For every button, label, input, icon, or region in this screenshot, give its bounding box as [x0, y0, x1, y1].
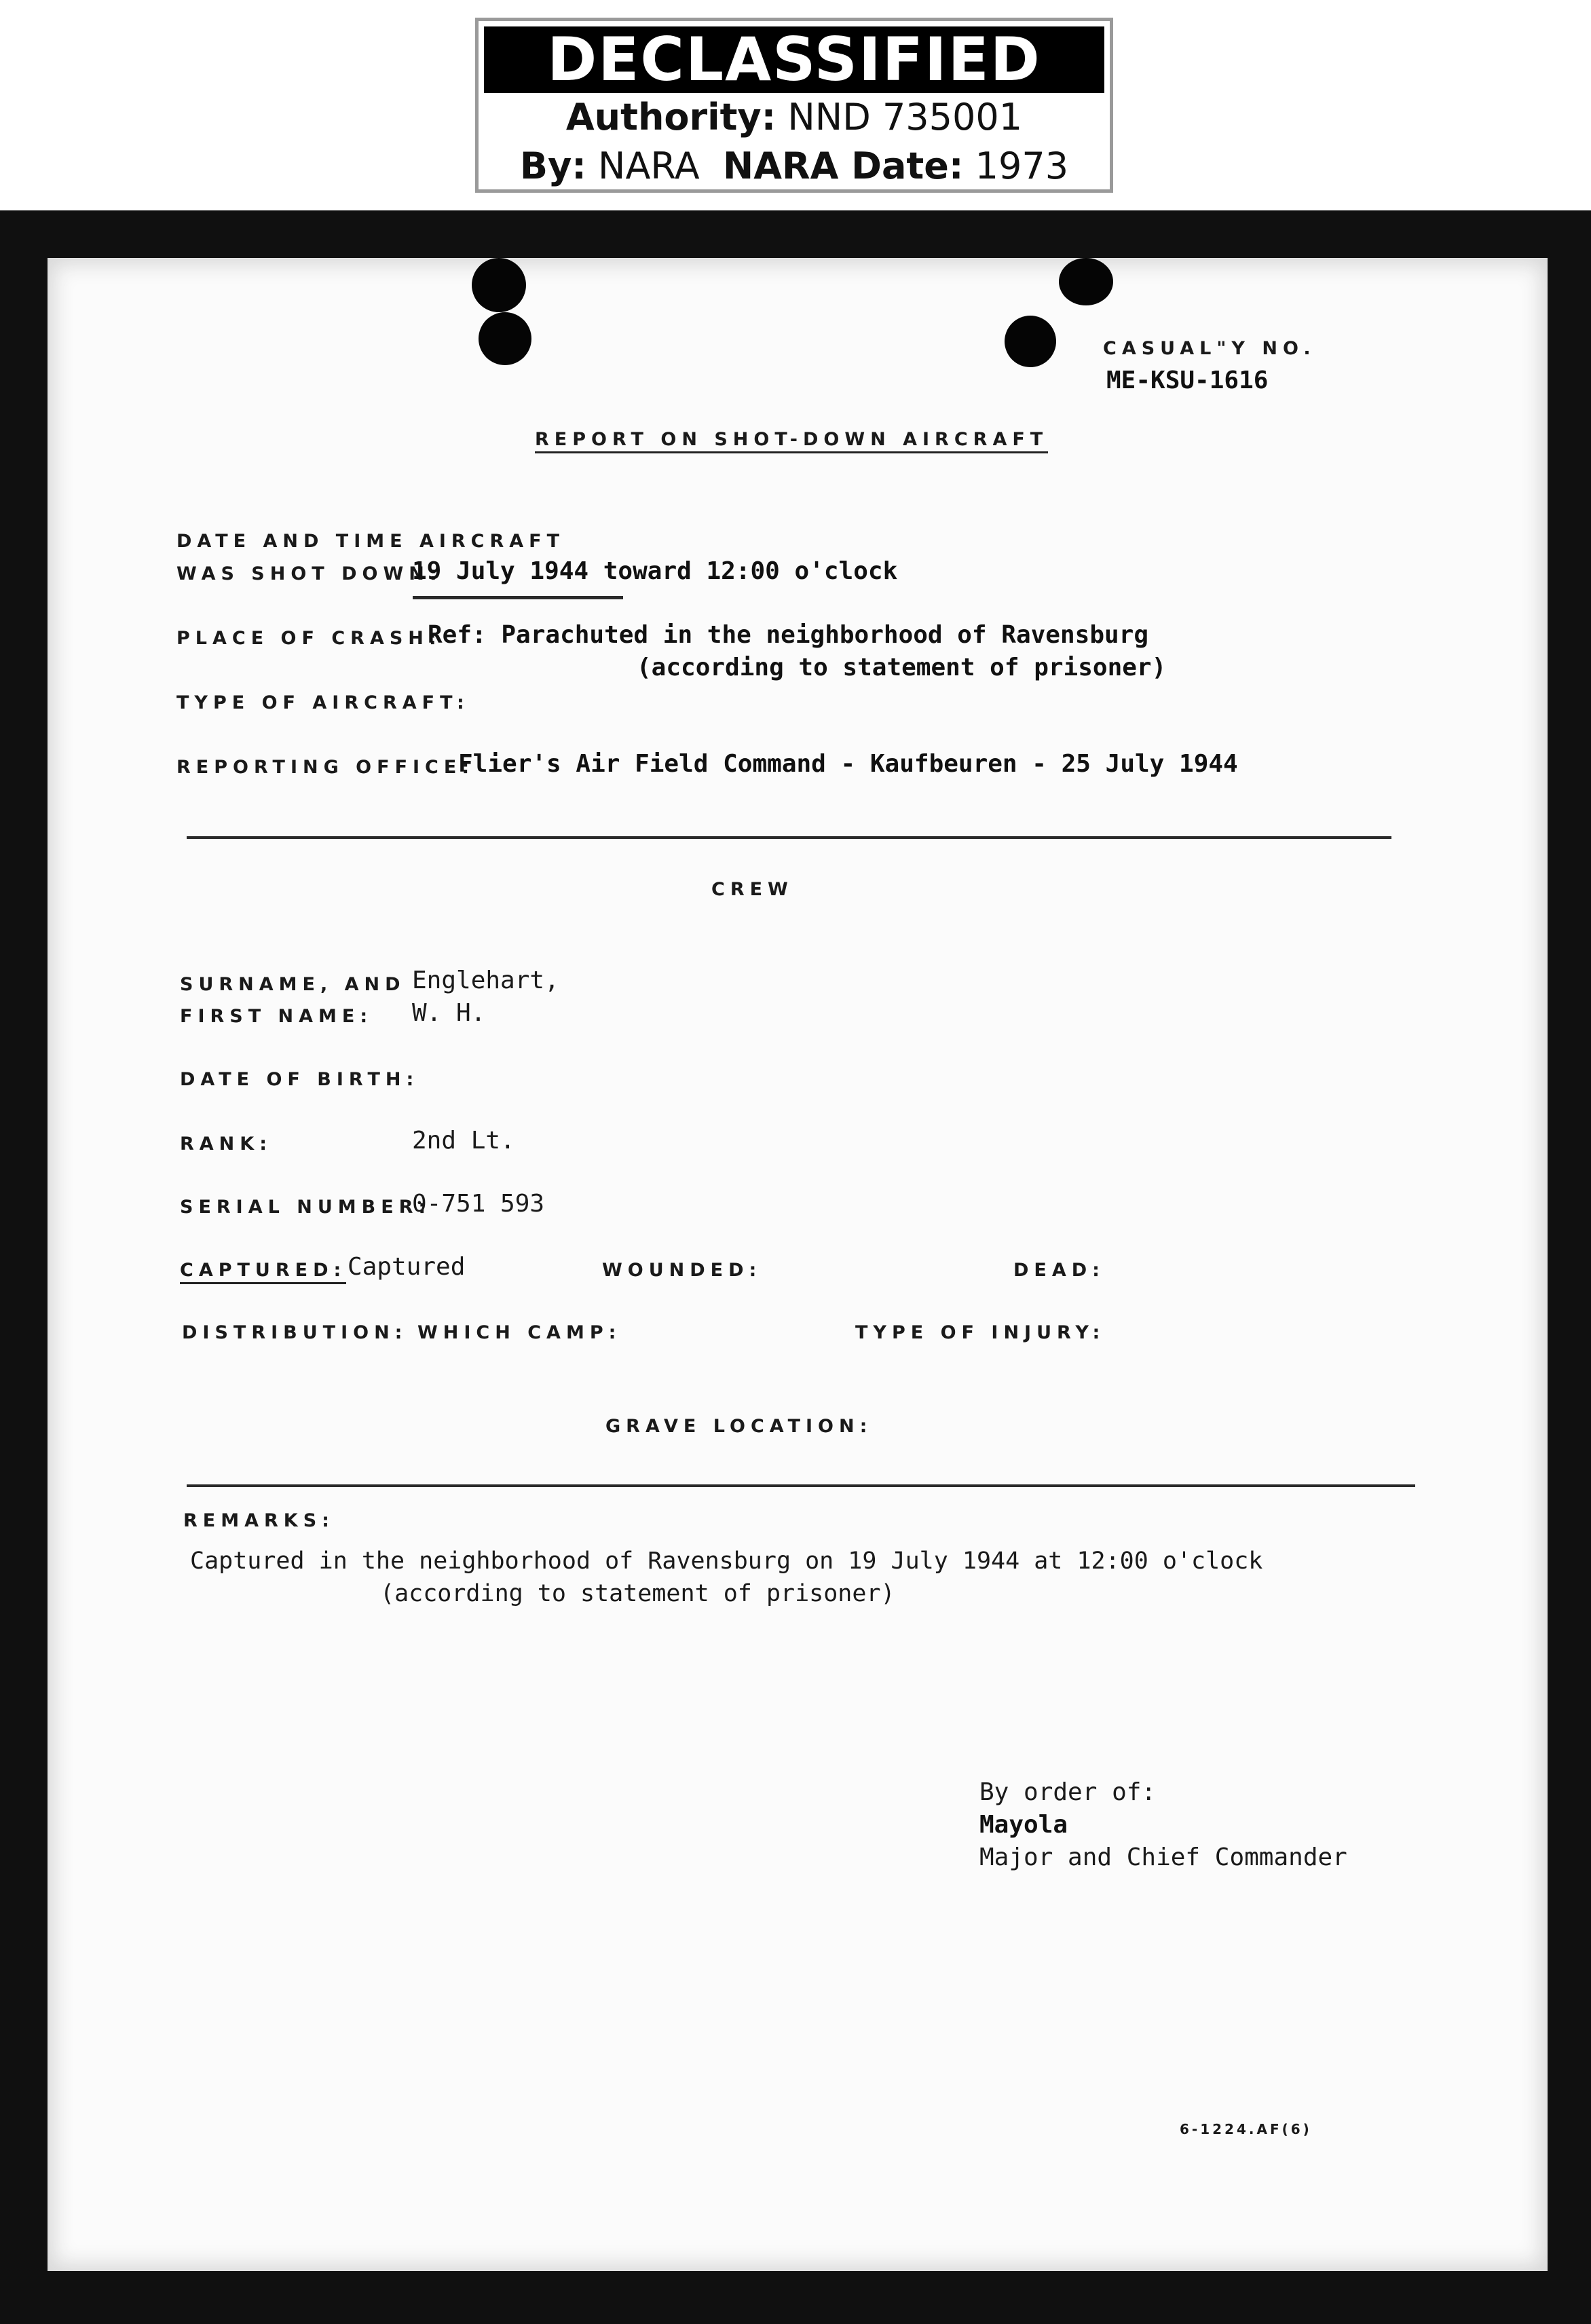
stamp-authority-label: Authority:: [565, 96, 776, 138]
signature-title: Major and Chief Commander: [979, 1843, 1347, 1871]
dead-label: DEAD:: [1013, 1260, 1105, 1281]
stamp-by-date: [479, 145, 1110, 187]
place-value-1: Ref: Parachuted in the neighborhood of Ravensburg: [428, 621, 1149, 649]
document-page: [48, 258, 1548, 2271]
stamp-date-label: NARA Date:: [723, 145, 964, 187]
report-title: REPORT ON SHOT-DOWN AIRCRAFT: [535, 429, 1048, 453]
stamp-date-value: 1973: [975, 145, 1069, 187]
remarks-line-2: (according to statement of prisoner): [380, 1580, 895, 1607]
place-value-2: (according to statement of prisoner): [637, 654, 1167, 681]
place-label: PLACE OF CRASH:: [176, 628, 442, 649]
stamp-by-label: By:: [519, 145, 586, 187]
reporting-value: Flier's Air Field Command - Kaufbeuren - 25 July 1944: [458, 750, 1238, 778]
date-label-1: DATE AND TIME AIRCRAFT: [176, 531, 565, 552]
captured-value: Captured: [348, 1253, 466, 1281]
injury-label: TYPE OF INJURY:: [855, 1322, 1106, 1343]
captured-label: CAPTURED:: [180, 1260, 346, 1284]
date-underline: [413, 596, 623, 599]
wounded-label: WOUNDED:: [602, 1260, 762, 1281]
form-number: 6-1224.AF(6): [1180, 2121, 1312, 2137]
rank-label: RANK:: [180, 1133, 273, 1155]
surname-value: Englehart,: [412, 967, 559, 994]
type-label: TYPE OF AIRCRAFT:: [176, 692, 470, 713]
name-label-2: FIRST NAME:: [180, 1006, 373, 1027]
stamp-by-value: NARA: [598, 145, 700, 187]
serial-value: 0-751 593: [412, 1190, 545, 1218]
punch-hole: [472, 258, 526, 312]
remarks-divider: [187, 1484, 1415, 1487]
stamp-authority-value: NND 735001: [787, 96, 1023, 138]
name-label-1: SURNAME, AND: [180, 974, 406, 995]
shot-down-date: 19 July 1944 toward 12:00 o'clock: [412, 557, 898, 585]
declassified-stamp: [475, 18, 1113, 193]
first-name-value: W. H.: [412, 999, 486, 1027]
signature-name: Mayola: [979, 1811, 1068, 1839]
punch-hole: [1005, 316, 1056, 367]
casualty-label: CASUAL"Y NO.: [1103, 338, 1316, 359]
birth-label: DATE OF BIRTH:: [180, 1069, 419, 1090]
punch-hole: [479, 312, 531, 365]
casualty-number: ME-KSU-1616: [1106, 367, 1269, 394]
signature-line-1: By order of:: [979, 1778, 1157, 1806]
section-divider: [187, 836, 1391, 839]
reporting-label: REPORTING OFFICE:: [176, 757, 475, 778]
rank-value: 2nd Lt.: [412, 1127, 515, 1155]
remarks-label: REMARKS:: [183, 1510, 335, 1531]
serial-label: SERIAL NUMBER:: [180, 1197, 432, 1218]
camp-label: WHICH CAMP:: [417, 1322, 622, 1343]
date-label-2: WAS SHOT DOWN:: [176, 563, 443, 584]
stamp-title: DECLASSIFIED: [484, 26, 1104, 93]
punch-hole: [1059, 258, 1113, 305]
grave-label: GRAVE LOCATION:: [605, 1416, 873, 1437]
distribution-label: DISTRIBUTION:: [182, 1322, 408, 1343]
scan-frame: [0, 210, 1591, 2324]
stamp-authority: [479, 96, 1110, 138]
crew-heading: CREW: [711, 879, 793, 900]
remarks-line-1: Captured in the neighborhood of Ravensburg on 19 July 1944 at 12:00 o'clock: [190, 1548, 1263, 1575]
